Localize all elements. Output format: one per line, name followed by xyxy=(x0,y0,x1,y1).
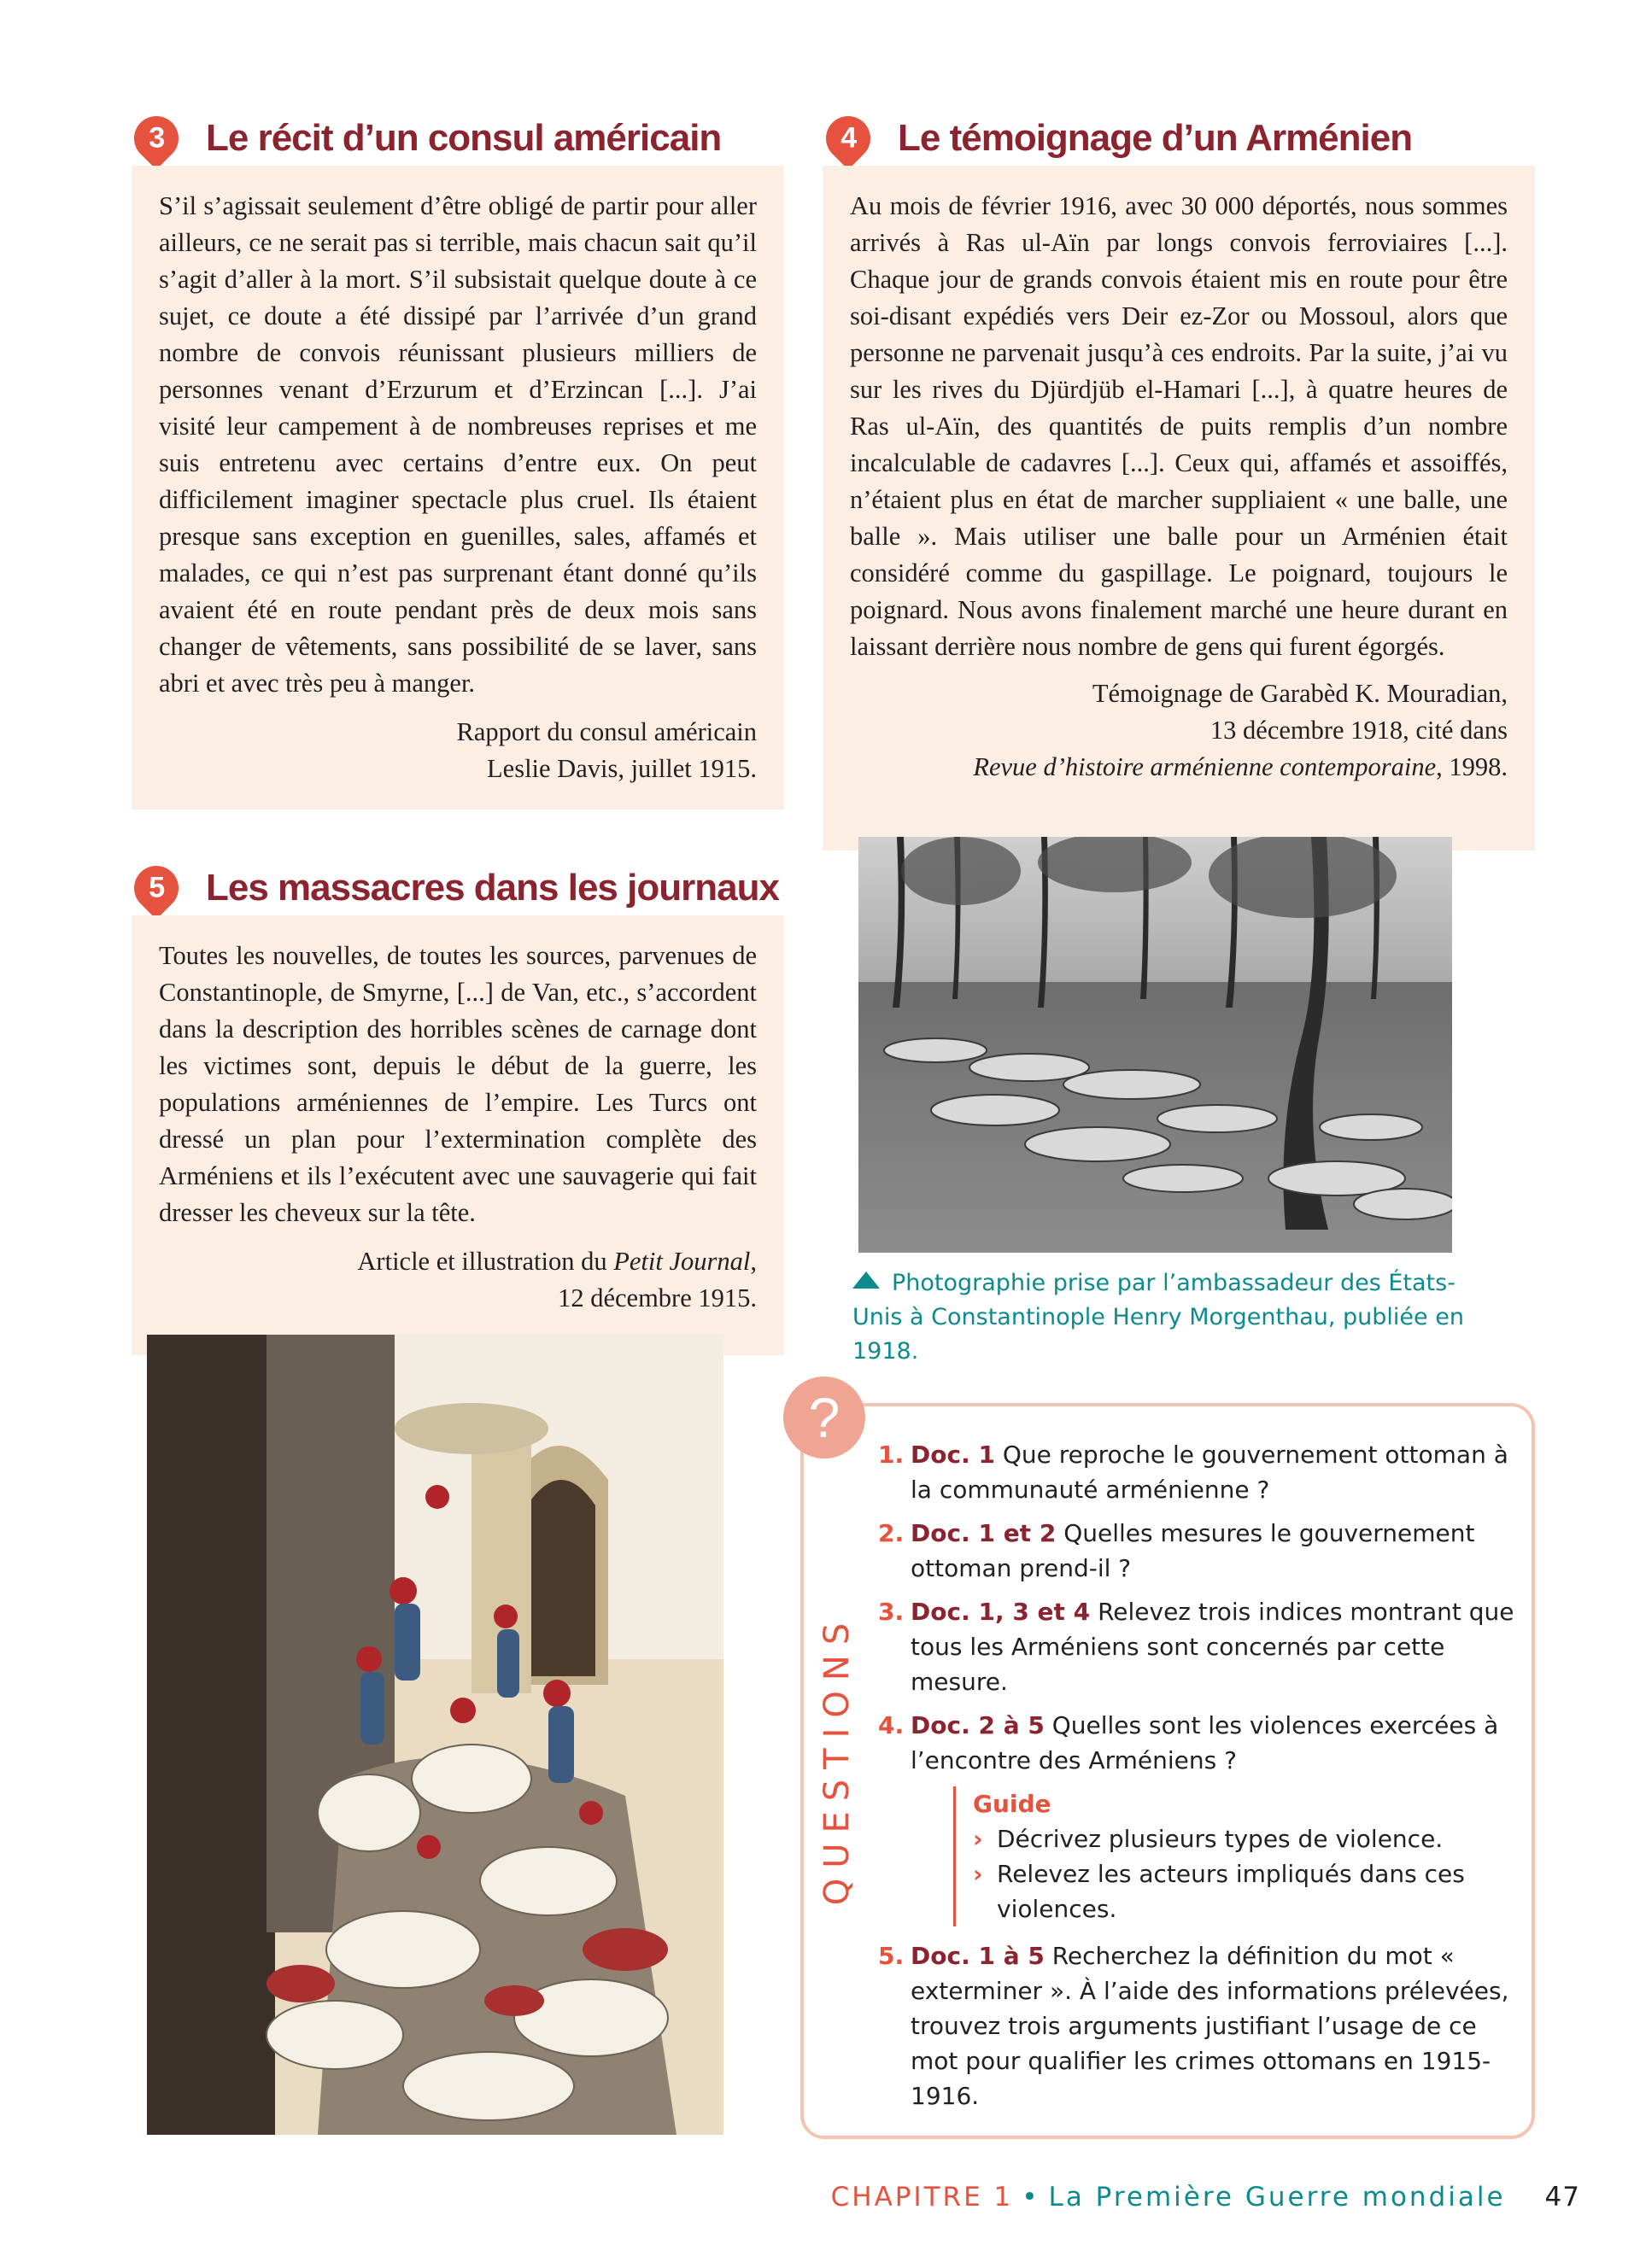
field-of-bodies-photo-image xyxy=(858,837,1452,1253)
question-number: 1. xyxy=(878,1441,905,1469)
question-text: Relevez trois indices montrant que tous les Arméniens sont concernés par cette mesure. xyxy=(911,1598,1514,1696)
doc3-source xyxy=(159,714,757,787)
question-item xyxy=(878,1516,1514,1586)
questions-list xyxy=(878,1437,1514,2122)
doc4-source-year: , 1998. xyxy=(1436,752,1508,781)
guide-item-text: Décrivez plusieurs types de violence. xyxy=(997,1825,1444,1853)
doc5-title: Les massacres dans les journaux xyxy=(206,867,779,909)
question-item xyxy=(878,1708,1514,1778)
question-doc-ref: Doc. 1 xyxy=(911,1441,995,1469)
question-text: Quelles sont les violences exercées à l’encontre des Arméniens ? xyxy=(911,1711,1499,1774)
doc5-source-comma: , xyxy=(750,1247,757,1276)
question-text: Que reproche le gouvernement ottoman à la communauté arménienne ? xyxy=(911,1441,1508,1504)
doc3-number: 3 xyxy=(148,121,165,155)
doc4-source-line1: Témoignage de Garabèd K. Mouradian, xyxy=(1092,679,1508,708)
photo-caption-text: Photographie prise par l’ambassadeur des États-Unis à Constantinople Henry Morgenthau, publiée en 1918. xyxy=(852,1270,1464,1365)
question-number: 4. xyxy=(878,1711,905,1739)
doc5-source-journal: Petit Journal xyxy=(613,1247,751,1276)
doc5-source xyxy=(159,1243,757,1317)
doc4-source-journal: Revue d’histoire arménienne contemporaine xyxy=(973,752,1437,781)
petit-journal-illustration xyxy=(147,1335,723,2135)
question-doc-ref: Doc. 1 à 5 xyxy=(911,1942,1045,1970)
guide-item-text: Relevez les acteurs impliqués dans ces violences. xyxy=(997,1860,1465,1923)
footer-chapter: CHAPITRE 1 xyxy=(830,2182,1014,2212)
chevron-right-icon: › xyxy=(973,1860,983,1888)
doc4-text-box xyxy=(823,166,1535,850)
question-number: 2. xyxy=(878,1519,905,1547)
photo-caption xyxy=(852,1266,1467,1369)
doc-number-marker xyxy=(817,107,880,170)
doc3-text-box xyxy=(132,166,784,810)
morgenthau-photograph xyxy=(858,837,1452,1253)
footer-chapter-title: La Première Guerre mondiale xyxy=(1048,2182,1506,2212)
doc-number-marker xyxy=(125,107,188,170)
question-item xyxy=(878,1437,1514,1507)
doc3-source-line1: Rapport du consul américain xyxy=(456,717,757,746)
doc5-source-line2: 12 décembre 1915. xyxy=(558,1283,757,1312)
doc-number-marker xyxy=(125,856,188,920)
question-mark-icon: ? xyxy=(783,1377,865,1458)
doc4-source-line3 xyxy=(850,749,1508,786)
doc3-text: S’il s’agissait seulement d’être obligé de partir pour aller ailleurs, ce ne serait pas si terrible, mais chacun sait qu’il s’agit d’aller à la mort. S’il subsistait quelque doute à ce sujet, ce doute a été dissipé par l’arrivée d’un grand nombre de convois réunissant plusieurs milliers de personnes venant d’Erzurum et d’Erzincan [...]. J’ai visité leur campement à de nombreuses reprises et me suis entretenu avec certains d’entre eux. On peut difficilement imaginer spectacle plus cruel. Ils étaient presque sans exception en guenilles, sales, affamés et malades, ce qui n’est pas surprenant étant donné qu’ils avaient été en route pendant près de deux mois sans changer de vêtements, sans possibilité de se laver, sans abri et avec très peu à manger. xyxy=(159,191,757,698)
question-item xyxy=(878,1938,1514,2113)
guide-title: Guide xyxy=(973,1790,1051,1818)
question-text: Quelles mesures le gouvernement ottoman prend-il ? xyxy=(911,1519,1475,1582)
question-doc-ref: Doc. 2 à 5 xyxy=(911,1711,1045,1739)
question-doc-ref: Doc. 1, 3 et 4 xyxy=(911,1598,1091,1626)
doc5-heading xyxy=(134,854,779,922)
chevron-right-icon: › xyxy=(973,1825,983,1853)
question-item xyxy=(878,1594,1514,1699)
footer-bullet: • xyxy=(1022,2182,1040,2212)
doc3-heading xyxy=(134,104,721,172)
page-number: 47 xyxy=(1544,2182,1580,2212)
doc3-source-line2: Leslie Davis, juillet 1915. xyxy=(487,754,757,783)
doc5-source-prefix: Article et illustration du xyxy=(357,1247,614,1276)
guide-item xyxy=(973,1856,1514,1926)
doc3-title: Le récit d’un consul américain xyxy=(206,117,722,159)
guide-item xyxy=(973,1821,1514,1856)
question-number: 3. xyxy=(878,1598,905,1626)
question-doc-ref: Doc. 1 et 2 xyxy=(911,1519,1057,1547)
doc4-heading xyxy=(826,104,1412,172)
doc4-number: 4 xyxy=(840,121,857,155)
doc4-source xyxy=(850,675,1508,786)
massacre-scene-illustration-image xyxy=(147,1335,723,2135)
questions-vertical-label: QUESTIONS xyxy=(817,1612,857,1906)
doc5-source-line1 xyxy=(159,1243,757,1280)
triangle-up-icon xyxy=(852,1271,880,1289)
doc4-text: Au mois de février 1916, avec 30 000 déportés, nous sommes arrivés à Ras ul-Aïn par longs convois ferroviaires [...]. Chaque jour de grands convois étaient mis en route pour être soi-disant expédiés vers Deir ez-Zor ou Mossoul, alors que personne ne parvenait jusqu’à ces endroits. Par la suite, j’ai vu sur les rives du Djürdjüb el-Hamari [...], à quatre heures de Ras ul-Aïn, des quantités de puits remplis d’un nombre incalculable de cadavres [...]. Ceux qui, affamés et assoiffés, n’étaient plus en état de marcher suppliaient « une balle, une balle ». Mais utiliser une balle pour un Arménien était considéré comme du gaspillage. Le poignard, toujours le poignard. Nous avons finalement marché une heure durant en laissant derrière nous nombre de gens qui furent égorgés. xyxy=(850,191,1508,661)
question-text: Recherchez la définition du mot « exterminer ». À l’aide des informations prélevées, trouvez trois arguments justifiant l’usage de ce mot pour qualifier les crimes ottomans en 1915-1916. xyxy=(911,1942,1509,2110)
doc5-text: Toutes les nouvelles, de toutes les sources, parvenues de Constantinople, de Smyrne, [...] de Van, etc., s’accordent dans la description des horribles scènes de carnage dont les victimes sont, depuis le début de la guerre, les populations arméniennes de l’empire. Les Turcs ont dressé un plan pour l’extermination complète des Arméniens et ils l’exécutent avec une sauvagerie qui fait dresser les cheveux sur la tête. xyxy=(159,941,757,1227)
page-footer xyxy=(831,2182,1580,2212)
doc5-text-box xyxy=(132,915,784,1355)
doc5-number: 5 xyxy=(148,871,165,904)
doc4-title: Le témoignage d’un Arménien xyxy=(898,117,1413,159)
doc4-source-line2: 13 décembre 1918, cité dans xyxy=(1210,716,1508,745)
question-number: 5. xyxy=(878,1942,905,1970)
guide-box xyxy=(953,1786,1514,1926)
